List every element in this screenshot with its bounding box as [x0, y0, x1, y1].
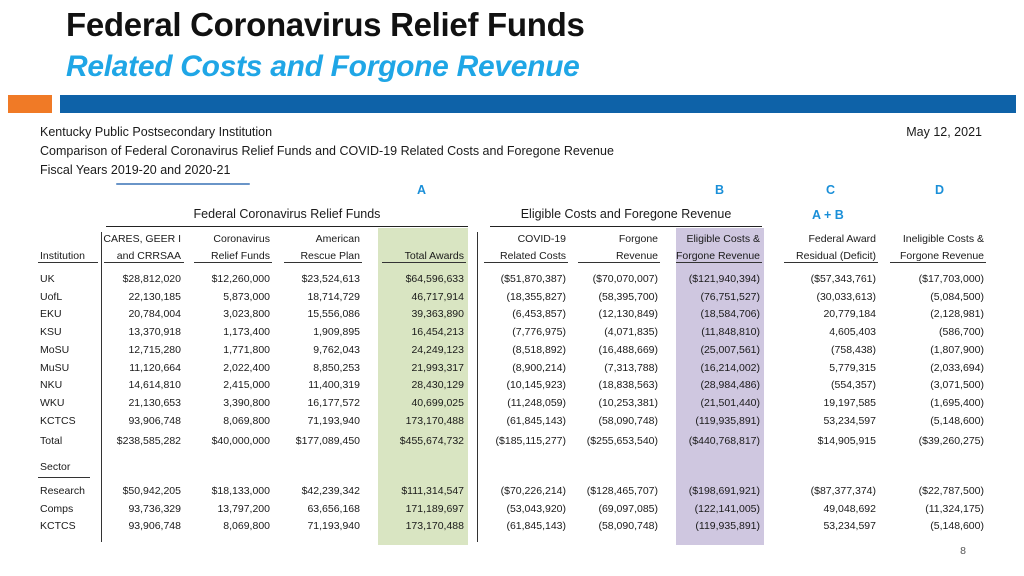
page-number: 8 — [960, 545, 966, 557]
table-cell: (5,084,500) — [930, 290, 984, 303]
group-title-eligible-costs: Eligible Costs and Foregone Revenue — [520, 207, 732, 221]
table-cell: (61,845,143) — [506, 414, 566, 427]
table-cell: $238,585,282 — [116, 435, 181, 447]
sector-rule — [38, 477, 90, 478]
row-label: Research — [40, 485, 85, 497]
table-cell: 22,130,185 — [128, 290, 181, 303]
col-head-eligible-2: Forgone Revenue — [675, 250, 760, 262]
table-cell: ($440,768,817) — [688, 435, 760, 447]
col-head-cares-1: CARES, GEER I — [103, 233, 181, 245]
table-cell: (2,128,981) — [930, 308, 984, 321]
table-cell: (1,807,900) — [930, 343, 984, 356]
table-cell: 3,023,800 — [223, 308, 270, 321]
table-cell: 1,909,895 — [313, 326, 360, 339]
table-cell: (11,848,810) — [701, 326, 760, 339]
table-row — [0, 379, 1024, 397]
row-label: EKU — [40, 308, 62, 321]
column-letter-a: A — [417, 183, 427, 197]
table-cell: $40,000,000 — [211, 435, 270, 447]
col-head-crf-2: Relief Funds — [211, 250, 270, 262]
table-cell: 21,993,317 — [411, 361, 464, 374]
table-row — [0, 291, 1024, 309]
col-head-arp-2: Rescue Plan — [300, 250, 360, 262]
table-cell: 93,906,748 — [128, 520, 181, 533]
table-cell: $28,812,020 — [122, 273, 181, 285]
sector-row — [0, 485, 1024, 503]
table-cell: ($70,070,007) — [592, 273, 658, 285]
table-cell: 20,779,184 — [823, 308, 876, 321]
table-cell: 19,197,585 — [823, 396, 876, 409]
slide-title: Federal Coronavirus Relief Funds — [66, 6, 585, 43]
table-cell: 20,784,004 — [128, 308, 181, 321]
table-cell: (18,838,563) — [598, 379, 658, 392]
table-cell: 15,556,086 — [307, 308, 360, 321]
table-cell: (69,097,085) — [598, 502, 658, 515]
sector-row — [0, 520, 1024, 538]
header-rule-arp — [284, 262, 362, 263]
table-cell: 8,069,800 — [223, 520, 270, 533]
table-cell: (554,357) — [831, 379, 876, 392]
table-cell: (7,776,975) — [512, 326, 566, 339]
table-cell: (21,501,440) — [700, 396, 760, 409]
header-rule-covid — [484, 262, 568, 263]
sector-row — [0, 503, 1024, 521]
col-head-ineligible-2: Forgone Revenue — [899, 250, 984, 262]
table-cell: 3,390,800 — [223, 396, 270, 409]
table-cell: (1,695,400) — [930, 396, 984, 409]
header-rule-forgone — [578, 262, 660, 263]
table-row — [0, 415, 1024, 433]
table-cell: 28,430,129 — [411, 379, 464, 392]
total-row — [0, 435, 1024, 453]
column-formula-a-plus-b: A + B — [812, 208, 844, 222]
table-cell: 49,048,692 — [823, 502, 876, 515]
table-cell: 71,193,940 — [307, 520, 360, 533]
table-row — [0, 362, 1024, 380]
header-rule-residual — [784, 262, 878, 263]
table-cell: (2,033,694) — [930, 361, 984, 374]
row-label: UK — [40, 273, 55, 285]
header-date: May 12, 2021 — [906, 125, 982, 139]
table-cell: (76,751,527) — [700, 290, 760, 303]
table-cell: 14,614,810 — [128, 379, 181, 392]
row-label: KCTCS — [40, 520, 76, 533]
table-cell: 2,415,000 — [223, 379, 270, 392]
table-cell: 8,850,253 — [313, 361, 360, 374]
group-rule-eligible-costs — [490, 226, 762, 227]
table-cell: 24,249,123 — [411, 343, 464, 356]
header-rule-eligible — [676, 262, 762, 263]
table-cell: $64,596,633 — [405, 273, 464, 285]
col-head-forgone-1: Forgone — [618, 233, 658, 245]
table-cell: (11,248,059) — [507, 396, 566, 409]
table-cell: (10,253,381) — [598, 396, 658, 409]
table-cell: 2,022,400 — [223, 361, 270, 374]
table-cell: (586,700) — [939, 326, 984, 339]
table-cell: (58,090,748) — [598, 520, 658, 533]
header-rule-total — [382, 262, 466, 263]
table-cell: (53,043,920) — [506, 502, 566, 515]
table-cell: 9,762,043 — [313, 343, 360, 356]
table-cell: (61,845,143) — [506, 520, 566, 533]
table-cell: (5,148,600) — [930, 520, 984, 533]
col-head-total-2: Total Awards — [404, 250, 464, 262]
table-cell: 13,370,918 — [128, 326, 181, 339]
table-cell: 1,173,400 — [223, 326, 270, 339]
table-cell: 53,234,597 — [823, 520, 876, 533]
header-rule-crf — [194, 262, 272, 263]
table-cell: (10,145,923) — [506, 379, 566, 392]
table-cell: (8,518,892) — [512, 343, 566, 356]
table-cell: 12,715,280 — [128, 343, 181, 356]
col-head-cares-2: and CRRSAA — [116, 250, 181, 262]
table-cell: ($22,787,500) — [918, 485, 984, 497]
column-letter-c: C — [826, 183, 836, 197]
row-label: Comps — [40, 502, 74, 515]
table-cell: ($87,377,374) — [810, 485, 876, 497]
col-head-covid-2: Related Costs — [500, 250, 566, 262]
table-cell: 40,699,025 — [411, 396, 464, 409]
table-cell: 173,170,488 — [405, 414, 464, 427]
col-head-eligible-1: Eligible Costs & — [686, 233, 760, 245]
fiscal-years-underline — [116, 183, 250, 185]
col-head-covid-1: COVID-19 — [517, 233, 566, 245]
table-cell: 93,906,748 — [128, 414, 181, 427]
table-cell: $12,260,000 — [211, 273, 270, 285]
table-cell: (12,130,849) — [598, 308, 658, 321]
table-row — [0, 326, 1024, 344]
col-head-forgone-2: Revenue — [615, 250, 658, 262]
table-cell: 16,177,572 — [307, 396, 360, 409]
table-cell: (30,033,613) — [816, 290, 876, 303]
table-cell: 4,605,403 — [829, 326, 876, 339]
table-cell: ($185,115,277) — [495, 435, 566, 447]
header-fiscal-years: Fiscal Years 2019-20 and 2020-21 — [40, 163, 231, 177]
table-row — [0, 308, 1024, 326]
table-cell: 171,189,697 — [405, 502, 464, 515]
table-cell: (8,900,214) — [512, 361, 566, 374]
table-cell: ($39,260,275) — [918, 435, 984, 447]
table-cell: 63,656,168 — [307, 502, 360, 515]
table-cell: (7,313,788) — [604, 361, 658, 374]
table-cell: (58,090,748) — [598, 414, 658, 427]
col-head-residual-1: Federal Award — [808, 233, 876, 245]
header-rule-institution — [38, 262, 98, 263]
row-label: KSU — [40, 326, 62, 339]
table-cell: ($198,691,921) — [688, 485, 760, 497]
sector-label: Sector — [40, 461, 71, 473]
table-cell: 1,771,800 — [223, 343, 270, 356]
table-cell: (758,438) — [831, 343, 876, 356]
table-cell: (16,214,002) — [700, 361, 760, 374]
table-cell: 11,400,319 — [308, 379, 360, 392]
accent-bar-blue — [60, 95, 1016, 113]
group-title-relief-funds: Federal Coronavirus Relief Funds — [193, 207, 381, 221]
table-cell: $23,524,613 — [301, 273, 360, 285]
table-cell: ($128,465,707) — [586, 485, 658, 497]
table-cell: $18,133,000 — [211, 485, 270, 497]
table-cell: $14,905,915 — [817, 435, 876, 447]
table-cell: $42,239,342 — [301, 485, 360, 497]
table-cell: 173,170,488 — [405, 520, 464, 533]
table-row — [0, 273, 1024, 291]
column-letter-d: D — [935, 183, 945, 197]
row-label: NKU — [40, 379, 63, 392]
table-cell: (6,453,857) — [512, 308, 566, 321]
table-cell: (3,071,500) — [930, 379, 984, 392]
table-cell: (11,324,175) — [925, 502, 984, 515]
table-cell: (28,984,486) — [700, 379, 760, 392]
col-head-arp-1: American — [315, 233, 360, 245]
table-cell: (119,935,891) — [695, 414, 760, 427]
table-cell: (18,355,827) — [506, 290, 566, 303]
col-head-crf-1: Coronavirus — [213, 233, 270, 245]
row-label: KCTCS — [40, 414, 76, 427]
table-cell: 71,193,940 — [307, 414, 360, 427]
row-label: UofL — [40, 290, 63, 303]
row-label: MuSU — [40, 361, 70, 374]
table-cell: ($121,940,394) — [688, 273, 760, 285]
table-cell: (58,395,700) — [598, 290, 658, 303]
col-head-residual-2: Residual (Deficit) — [796, 250, 876, 262]
table-cell: $177,089,450 — [295, 435, 360, 447]
table-cell: ($57,343,761) — [810, 273, 876, 285]
table-cell: ($70,226,214) — [500, 485, 566, 497]
col-head-ineligible-1: Ineligible Costs & — [902, 233, 984, 245]
column-letter-b: B — [715, 183, 725, 197]
table-cell: (18,584,706) — [700, 308, 760, 321]
table-cell: (25,007,561) — [700, 343, 760, 356]
table-cell: ($51,870,387) — [500, 273, 566, 285]
slide-subtitle: Related Costs and Forgone Revenue — [66, 50, 580, 83]
table-cell: 46,717,914 — [411, 290, 464, 303]
header-rule-ineligible — [890, 262, 986, 263]
table-cell: (16,488,669) — [598, 343, 658, 356]
header-institution: Kentucky Public Postsecondary Institution — [40, 125, 273, 139]
table-row — [0, 397, 1024, 415]
table-cell: 13,797,200 — [217, 502, 270, 515]
table-cell: 18,714,729 — [307, 290, 360, 303]
table-cell: 5,873,000 — [223, 290, 270, 303]
accent-bar-orange — [8, 95, 52, 113]
table-cell: $50,942,205 — [122, 485, 181, 497]
table-cell: 93,736,329 — [128, 502, 181, 515]
table-cell: $455,674,732 — [399, 435, 464, 447]
table-cell: $111,314,547 — [401, 485, 464, 497]
table-cell: 21,130,653 — [128, 396, 181, 409]
row-label: Total — [40, 435, 63, 447]
table-cell: 53,234,597 — [823, 414, 876, 427]
table-cell: 8,069,800 — [223, 414, 270, 427]
col-head-institution-2: Institution — [40, 250, 85, 262]
table-cell: 39,363,890 — [411, 308, 464, 321]
table-cell: 16,454,213 — [411, 326, 464, 339]
row-label: MoSU — [40, 343, 70, 356]
header-comparison: Comparison of Federal Coronavirus Relief Funds and COVID-19 Related Costs and Foregone Revenue — [40, 144, 614, 158]
table-cell: (4,071,835) — [604, 326, 658, 339]
table-cell: 11,120,664 — [129, 361, 181, 374]
table-cell: 5,779,315 — [829, 361, 876, 374]
table-row — [0, 344, 1024, 362]
table-cell: ($255,653,540) — [586, 435, 658, 447]
table-cell: ($17,703,000) — [918, 273, 984, 285]
row-label: WKU — [40, 396, 65, 409]
table-cell: (5,148,600) — [930, 414, 984, 427]
group-rule-relief-funds — [106, 226, 468, 227]
table-cell: (122,141,005) — [694, 502, 760, 515]
table-cell: (119,935,891) — [695, 520, 760, 533]
header-rule-cares — [104, 262, 184, 263]
